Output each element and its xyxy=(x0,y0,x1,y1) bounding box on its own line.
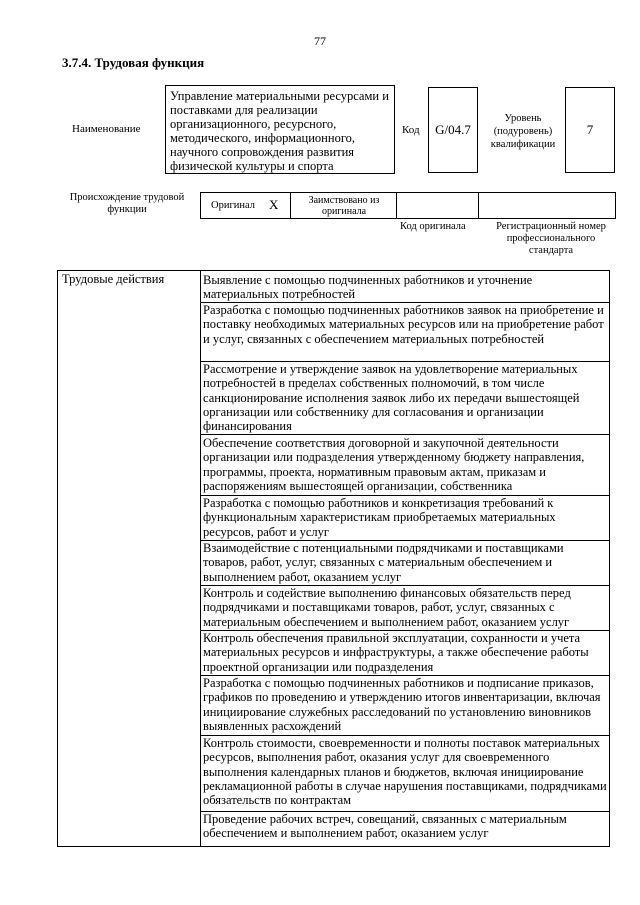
labor-action-item: Разработка с помощью подчиненных работников заявок на приобретение и поставку необходимых материальных ресурсов или на приобретение работ и услуг, связанных с обеспечением материальных потребностей xyxy=(203,303,604,346)
level-value: 7 xyxy=(565,87,615,173)
original-label: Оригинал xyxy=(211,200,255,211)
level-label: Уровень (подуровень) квалификации xyxy=(490,113,556,150)
page-number: 77 xyxy=(314,34,326,48)
borrowed-label: Заимствовано из оригинала xyxy=(308,195,380,217)
function-name: Управление материальными ресурсами и поставками для реализации организационного, ресурсного, методического, информационного, научного сопровождения развития физической культуры и спорта xyxy=(165,85,395,174)
origin-label: Происхождение трудовой функции xyxy=(69,192,185,215)
reg-number-label: Регистрационный номер профессионального стандарта xyxy=(496,221,606,256)
labor-action-item: Рассмотрение и утверждение заявок на удовлетворение материальных потребностей в пределах собственных полномочий, в том числе санкционирование исполнения заявок либо их передачи вышестоящей организации или собственнику для согласования и организации финансирования xyxy=(203,362,580,434)
original-mark: X xyxy=(269,197,279,212)
labor-action-item: Разработка с помощью подчиненных работников и подписание приказов, графиков по проведению и утверждению итогов инвентаризации, включая инициирование служебных расследований по установлению виновников выявленных расхождений xyxy=(203,676,601,733)
labor-actions-label: Трудовые действия xyxy=(62,272,165,286)
section-title: 3.7.4. Трудовая функция xyxy=(62,55,205,70)
labor-action-item: Проведение рабочих встреч, совещаний, связанных с материальным обеспечением и выполнением работ, оказанием услуг xyxy=(203,812,567,841)
column-divider xyxy=(200,271,201,846)
labor-action-item: Взаимодействие с потенциальными подрядчиками и поставщиками товаров, работ, услуг, связанных с материальным обеспечением и выполнением работ, оказанием услуг xyxy=(203,541,564,584)
labor-action-item: Разработка с помощью работников и конкретизация требований к функциональным характеристикам приобретаемых материальных ресурсов, работ и услуг xyxy=(203,496,556,539)
original-cell xyxy=(201,193,291,218)
code-label: Код xyxy=(402,124,420,136)
reg-number-cell xyxy=(479,193,615,218)
code-value: G/04.7 xyxy=(428,87,478,173)
borrowed-cell xyxy=(291,193,397,218)
name-label: Наименование xyxy=(72,123,141,135)
labor-action-item: Контроль и содействие выполнению финансовых обязательств перед подрядчиками и поставщиками товаров, работ, услуг, связанных с материальным обеспечением и выполнением работ, оказанием услуг xyxy=(203,586,571,629)
origin-row xyxy=(200,192,616,219)
code-original-cell xyxy=(397,193,479,218)
code-original-label: Код оригинала xyxy=(400,221,466,232)
labor-action-item: Контроль стоимости, своевременности и полноты поставок материальных ресурсов, выполнения работ, оказания услуг для своевременного выполнения календарных планов и бюджетов, включая инициирование рекламационной работы в случае нарушения поставщиками, подрядчиками обязательств по контрактам xyxy=(203,736,607,808)
row-divider xyxy=(201,434,610,435)
labor-action-item: Обеспечение соответствия договорной и закупочной деятельности организации или подразделения утвержденному бюджету направления, программы, проекта, нормативным правовым актам, приказам и распоряжениям вышестоящей организации, собственника xyxy=(203,436,585,493)
labor-action-item: Выявление с помощью подчиненных работников и уточнение материальных потребностей xyxy=(203,273,533,302)
labor-action-item: Контроль обеспечения правильной эксплуатации, сохранности и учета материальных ресурсов и инфраструктуры, а также обеспечение работы проектной организации или подразделения xyxy=(203,631,589,674)
